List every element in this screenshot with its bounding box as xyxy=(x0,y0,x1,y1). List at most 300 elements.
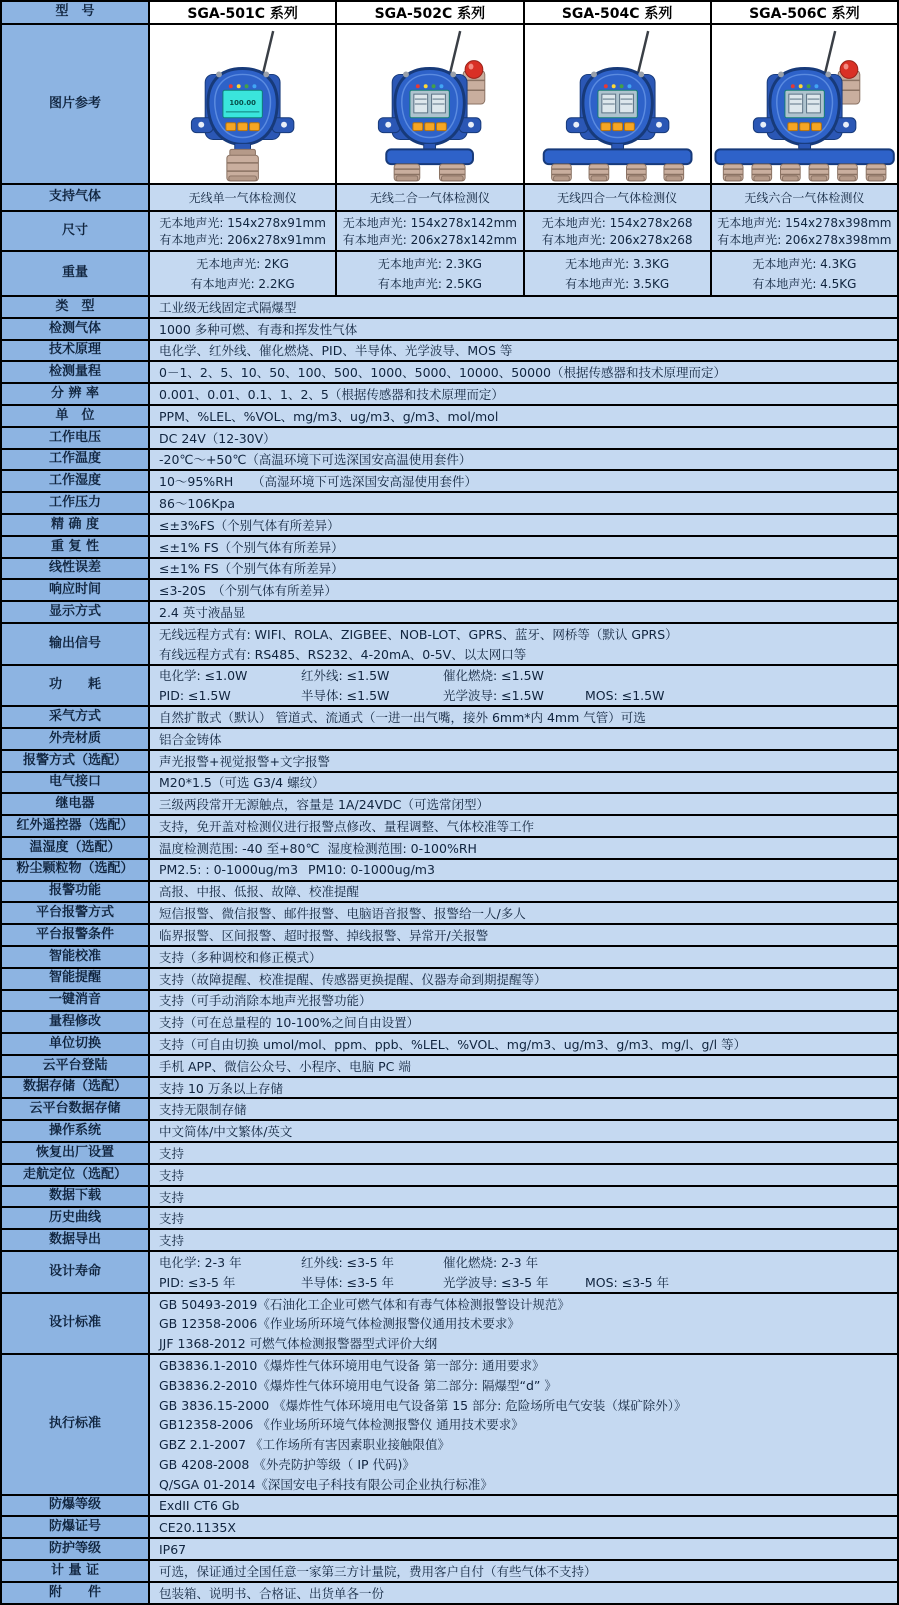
spec-row xyxy=(2,1583,897,1603)
row-value-segment: 支持（可手动消除本地声光报警功能） xyxy=(159,993,372,1009)
row-value-line xyxy=(159,319,897,339)
spec-row xyxy=(2,319,897,341)
row-value xyxy=(150,297,897,317)
row-label: 恢复出厂设置 xyxy=(2,1143,150,1163)
row-value-segment: ≤±1% FS（个别气体有所差异） xyxy=(159,561,344,577)
row-value xyxy=(150,1121,897,1141)
row-value xyxy=(150,406,897,426)
row-label: 尺寸 xyxy=(2,212,150,250)
row-value xyxy=(150,1517,897,1537)
grid-cell xyxy=(337,212,524,250)
spec-row xyxy=(2,729,897,751)
grid-cell-line: 有本地声光: 2.5KG xyxy=(377,276,482,291)
row-value xyxy=(150,1355,897,1494)
row-value xyxy=(150,1252,897,1292)
model-column-header: SGA-506C 系列 xyxy=(712,2,897,23)
grid-cell xyxy=(712,185,897,210)
model-column-header: SGA-501C 系列 xyxy=(150,2,337,23)
row-value-segment: 半导体: ≤3-5 年 xyxy=(301,1274,395,1290)
row-value-line xyxy=(159,773,897,793)
row-value-segment: GB 12358-2006《作业场所环境气体检测报警仪通用技术要求》 xyxy=(159,1316,520,1332)
sensor-probe xyxy=(440,164,466,181)
row-value-line xyxy=(159,297,897,317)
row-value-line xyxy=(159,1395,897,1415)
sensor-probe xyxy=(589,164,609,181)
row-value-line xyxy=(159,493,897,513)
row-value xyxy=(150,1208,897,1228)
row-value xyxy=(150,882,897,902)
row-value-segment: 可选，保证通过全国任意一家第三方计量院，费用客户自付（有些气体不支持） xyxy=(159,1563,597,1579)
grid-cell-line: 无本地声光: 4.3KG xyxy=(752,257,857,272)
spec-row xyxy=(2,1561,897,1583)
row-value-segment: GB12358-2006 《作业场所环境气体检测报警仪 通用技术要求》 xyxy=(159,1417,524,1433)
spec-row xyxy=(2,1539,897,1561)
row-label: 云平台登陆 xyxy=(2,1056,150,1076)
row-value-segment: 支持 xyxy=(159,1233,185,1249)
sensor-probe xyxy=(723,164,743,181)
row-label: 单 位 xyxy=(2,406,150,426)
row-value-line xyxy=(159,515,897,535)
row-label: 数据导出 xyxy=(2,1230,150,1250)
grid-cell xyxy=(525,185,712,210)
grid-cell-line: 无线单一气体检测仪 xyxy=(188,191,297,205)
row-value-line xyxy=(159,1496,897,1516)
spec-row xyxy=(2,1187,897,1209)
grid-cell xyxy=(525,212,712,250)
row-label: 工作温度 xyxy=(2,450,150,470)
bolt xyxy=(591,71,597,77)
row-value-segment: 红外线: ≤3-5 年 xyxy=(301,1254,395,1270)
row-value-segment: ≤±3%FS（个别气体有所差异） xyxy=(159,517,340,533)
row-label: 平台报警方式 xyxy=(2,903,150,923)
row-value-segment: 2.4 英寸液晶显 xyxy=(159,605,246,621)
spec-row xyxy=(2,1099,897,1121)
row-label: 附 件 xyxy=(2,1583,150,1603)
sensor-probe xyxy=(663,164,683,181)
row-value-line xyxy=(159,991,897,1011)
row-value xyxy=(150,384,897,404)
row-value-segment: 铝合金铸体 xyxy=(159,731,222,747)
row-value-segment: 无线远程方式有: WIFI、ROLA、ZIGBEE、NOB-LOT、GPRS、蓝牙、网桥等（默认 GPRS） xyxy=(159,626,678,642)
row-value-line xyxy=(159,816,897,836)
row-value xyxy=(150,991,897,1011)
product-image-cell xyxy=(712,25,897,183)
row-value-segment: 声光报警+视觉报警+文字报警 xyxy=(159,753,330,769)
row-value xyxy=(150,838,897,858)
row-value-segment: 温度检测范围: -40 至+80℃ 湿度检测范围: 0-100%RH xyxy=(159,840,477,856)
row-value-segment: GB 50493-2019《石油化工企业可燃气体和有毒气体检测报警设计规范》 xyxy=(159,1296,570,1312)
row-value xyxy=(150,515,897,535)
spec-row xyxy=(2,428,897,450)
row-value-segment: 支持（故障提醒、校准提醒、传感器更换提醒、仪器寿命到期提醒等） xyxy=(159,971,547,987)
bolt xyxy=(403,71,409,77)
row-value-segment: 支持，免开盖对检测仪进行报警点修改、量程调整、气体校准等工作 xyxy=(159,819,535,835)
row-value-segment: 支持 xyxy=(159,1167,185,1183)
row-value-line xyxy=(159,406,897,426)
sensor-probe xyxy=(626,164,646,181)
spec-row xyxy=(2,1121,897,1143)
spec-row xyxy=(2,450,897,472)
row-value-line xyxy=(159,1272,897,1292)
row-label: 重 复 性 xyxy=(2,537,150,557)
row-value-segment: PM2.5: : 0-1000ug/m3 xyxy=(159,862,299,878)
bolt xyxy=(263,71,269,77)
spec-row xyxy=(2,471,897,493)
row-label: 功 耗 xyxy=(2,666,150,706)
row-value-segment: 支持 10 万条以上存储 xyxy=(159,1080,283,1096)
spec-row xyxy=(2,816,897,838)
row-value-line xyxy=(159,1313,897,1333)
row-value-segment: 86～106Kpa xyxy=(159,496,236,512)
row-value-segment: DC 24V（12-30V） xyxy=(159,430,276,446)
row-value xyxy=(150,341,897,361)
product-image-cell xyxy=(150,25,337,183)
product-image-cell xyxy=(525,25,712,183)
row-value-line xyxy=(159,537,897,557)
row-value-line xyxy=(159,1121,897,1141)
sensor-manifold xyxy=(543,149,691,164)
row-value-line xyxy=(159,1012,897,1032)
sensor-probe xyxy=(837,164,857,181)
row-label: 数据下载 xyxy=(2,1187,150,1207)
grid-cell-line: 有本地声光: 206x278x398mm xyxy=(717,233,892,247)
row-value-segment: JJF 1368-2012 可燃气体检测报警器型式评价大纲 xyxy=(159,1336,438,1352)
grid-cell-line: 有本地声光: 206x278x268 xyxy=(541,233,693,247)
row-value-segment: GBZ 2.1-2007 《工作场所有害因素职业接触限值》 xyxy=(159,1437,450,1453)
spec-row xyxy=(2,1517,897,1539)
row-value xyxy=(150,493,897,513)
row-value-segment: 工业级无线固定式隔爆型 xyxy=(159,299,297,315)
spec-row xyxy=(2,1294,897,1355)
row-value-segment: 支持 xyxy=(159,1211,185,1227)
row-value-line xyxy=(159,1208,897,1228)
product-image xyxy=(525,25,710,183)
row-label: 输出信号 xyxy=(2,624,150,664)
sensor-probe xyxy=(227,155,259,181)
row-value-line xyxy=(159,341,897,361)
row-value-line xyxy=(159,1294,897,1314)
row-value xyxy=(150,794,897,814)
row-value-segment: PPM、%LEL、%VOL、mg/m3、ug/m3、g/m3、mol/mol xyxy=(159,408,499,424)
row-value-segment: 三级两段常开无源触点，容量是 1A/24VDC（可选常闭型） xyxy=(159,797,489,813)
device-screen xyxy=(597,90,636,118)
row-label: 继电器 xyxy=(2,794,150,814)
row-value-line xyxy=(159,969,897,989)
row-value xyxy=(150,816,897,836)
sensor-probe xyxy=(551,164,571,181)
row-label: 粉尘颗粒物（选配） xyxy=(2,860,150,880)
spec-row xyxy=(2,602,897,624)
row-label: 支持气体 xyxy=(2,185,150,210)
row-value-line xyxy=(159,1434,897,1454)
row-value-line xyxy=(159,1056,897,1076)
spec-row xyxy=(2,1078,897,1100)
spec-row xyxy=(2,1230,897,1252)
row-value xyxy=(150,925,897,945)
row-value-segment: ≤±1% FS（个别气体有所差异） xyxy=(159,539,344,555)
spec-row xyxy=(2,925,897,947)
row-value-segment: 支持无限制存储 xyxy=(159,1102,247,1118)
row-value xyxy=(150,362,897,382)
spec-row xyxy=(2,666,897,708)
row-label: 计 量 证 xyxy=(2,1561,150,1581)
row-value xyxy=(150,471,897,491)
row-label-image: 图片参考 xyxy=(2,25,150,183)
row-value xyxy=(150,319,897,339)
row-value-line xyxy=(159,838,897,858)
sensor-manifold xyxy=(387,149,474,164)
row-value-segment: GB 4208-2008 《外壳防护等级（ IP 代码)》 xyxy=(159,1456,415,1472)
row-value-segment: 支持（多种调校和修正模式） xyxy=(159,949,322,965)
row-value xyxy=(150,537,897,557)
row-label: 报警方式（选配） xyxy=(2,751,150,771)
row-value-line xyxy=(159,1165,897,1185)
row-label: 分 辨 率 xyxy=(2,384,150,404)
row-value-line xyxy=(159,1099,897,1119)
row-value-line xyxy=(159,1333,897,1353)
spec-row xyxy=(2,515,897,537)
row-value-segment: MOS: ≤3-5 年 xyxy=(585,1274,670,1290)
row-label: 设计寿命 xyxy=(2,1252,150,1292)
row-label: 防爆证号 xyxy=(2,1517,150,1537)
row-value-line xyxy=(159,1034,897,1054)
row-value-line xyxy=(159,428,897,448)
sensor-probe xyxy=(780,164,800,181)
spec-row xyxy=(2,1496,897,1518)
row-value xyxy=(150,1034,897,1054)
row-value-line xyxy=(159,707,897,727)
spec-row xyxy=(2,1056,897,1078)
grid-cell xyxy=(337,185,524,210)
row-value-segment: 催化燃烧: 2-3 年 xyxy=(443,1254,539,1270)
row-value-segment: 临界报警、区间报警、超时报警、掉线报警、异常开/关报警 xyxy=(159,928,489,943)
grid-cell-line: 无本地声光: 154x278x268 xyxy=(541,216,693,230)
row-value-segment: 自然扩散式（默认） 管道式、流通式（一进一出气嘴，接外 6mm*内 4mm 气管）可选 xyxy=(159,710,646,726)
spec-row xyxy=(2,707,897,729)
spec-row xyxy=(2,882,897,904)
row-label: 红外遥控器（选配） xyxy=(2,816,150,836)
row-label: 采气方式 xyxy=(2,707,150,727)
row-value-segment: GB3836.2-2010《爆炸性气体环境用电气设备 第二部分: 隔爆型“d” 》 xyxy=(159,1377,557,1393)
row-label: 显示方式 xyxy=(2,602,150,622)
row-value xyxy=(150,947,897,967)
row-value-segment: 半导体: ≤1.5W xyxy=(301,688,390,704)
spec-row xyxy=(2,1143,897,1165)
row-value xyxy=(150,773,897,793)
row-value xyxy=(150,751,897,771)
row-value-segment: 0－1、2、5、10、50、100、500、1000、5000、10000、50000（根据传感器和技术原理而定） xyxy=(159,365,726,381)
row-value-line xyxy=(159,729,897,749)
row-value-segment: 光学波导: ≤3-5 年 xyxy=(443,1274,549,1290)
header-row xyxy=(2,2,897,25)
row-label: 检测气体 xyxy=(2,319,150,339)
row-value-segment: 短信报警、微信报警、邮件报警、电脑语音报警、报警给一人/多人 xyxy=(159,906,526,922)
row-value xyxy=(150,860,897,880)
row-label: 响应时间 xyxy=(2,580,150,600)
row-value xyxy=(150,1056,897,1076)
grid-cell-line: 有本地声光: 206x278x91mm xyxy=(159,233,326,247)
image-row xyxy=(2,25,897,185)
spec-row xyxy=(2,1165,897,1187)
bolt xyxy=(451,71,457,77)
row-value-segment: 光学波导: ≤1.5W xyxy=(443,688,544,704)
row-value-segment: 支持（可自由切换 umol/mol、ppm、ppb、%LEL、%VOL、mg/m3、ug/m3、g/m3、mg/l、g/l 等） xyxy=(159,1036,747,1052)
row-value-line xyxy=(159,1375,897,1395)
grid-cell xyxy=(712,252,897,295)
spec-row xyxy=(2,991,897,1013)
row-label: 量程修改 xyxy=(2,1012,150,1032)
row-value-segment: 电化学: ≤1.0W xyxy=(159,668,248,684)
spec-row xyxy=(2,384,897,406)
row-label: 工作电压 xyxy=(2,428,150,448)
row-value-line xyxy=(159,644,897,664)
sensor-probe xyxy=(394,164,420,181)
model-column-header: SGA-502C 系列 xyxy=(337,2,524,23)
row-label: 历史曲线 xyxy=(2,1208,150,1228)
row-value xyxy=(150,1496,897,1516)
row-value-segment: 支持 xyxy=(159,1145,185,1161)
grid-cell-line: 无本地声光: 3.3KG xyxy=(565,257,670,272)
row-label: 报警功能 xyxy=(2,882,150,902)
row-label: 一键消音 xyxy=(2,991,150,1011)
row-value-line xyxy=(159,1561,897,1581)
row-value xyxy=(150,1099,897,1119)
spec-row xyxy=(2,860,897,882)
spec-row xyxy=(2,773,897,795)
row-value-line xyxy=(159,751,897,771)
row-value-line xyxy=(159,1143,897,1163)
row-value-segment: PID: ≤1.5W xyxy=(159,687,231,703)
row-value xyxy=(150,1143,897,1163)
row-value-segment: 0.001、0.01、0.1、1、2、5（根据传感器和技术原理而定） xyxy=(159,387,504,403)
row-label: 外壳材质 xyxy=(2,729,150,749)
row-value xyxy=(150,707,897,727)
product-image xyxy=(150,25,335,183)
row-value-segment: 10～95%RH （高湿环境下可选深国安高湿使用套件） xyxy=(159,474,478,490)
grid-cell-line: 有本地声光: 3.5KG xyxy=(565,276,670,291)
row-label: 操作系统 xyxy=(2,1121,150,1141)
row-value xyxy=(150,1294,897,1353)
grid-cell-line: 无本地声光: 154x278x91mm xyxy=(159,216,326,230)
device-screen xyxy=(410,90,449,118)
spec-row xyxy=(2,1208,897,1230)
row-value-line xyxy=(159,882,897,902)
row-value-line xyxy=(159,602,897,622)
row-value-line xyxy=(159,903,897,923)
row-value-line xyxy=(159,559,897,579)
row-label: 精 确 度 xyxy=(2,515,150,535)
row-value-line xyxy=(159,1355,897,1375)
row-value-segment: 电化学、红外线、催化燃烧、PID、半导体、光学波导、MOS 等 xyxy=(159,343,513,359)
row-value-line xyxy=(159,1454,897,1474)
product-image xyxy=(712,25,897,183)
row-value xyxy=(150,1539,897,1559)
multi-row xyxy=(2,212,897,252)
grid-cell-line: 无线二合一气体检测仪 xyxy=(369,191,490,205)
row-value-line xyxy=(159,384,897,404)
row-value-line xyxy=(159,860,897,880)
bolt xyxy=(216,71,222,77)
product-image xyxy=(337,25,522,183)
row-value-segment: CE20.1135X xyxy=(159,1519,236,1535)
row-value-line xyxy=(159,794,897,814)
row-label-model: 型 号 xyxy=(2,2,150,23)
row-label: 设计标准 xyxy=(2,1294,150,1353)
row-value-segment: 中文简体/中文繁体/英文 xyxy=(159,1124,293,1140)
spec-row xyxy=(2,537,897,559)
row-value xyxy=(150,1561,897,1581)
row-value xyxy=(150,580,897,600)
device-buttons xyxy=(413,123,447,131)
spec-rows-container xyxy=(2,185,897,1603)
row-value-segment: PM10: 0-1000ug/m3 xyxy=(308,862,435,878)
row-value-segment: 包装箱、说明书、合格证、出货单各一份 xyxy=(159,1585,385,1601)
row-value xyxy=(150,1187,897,1207)
spec-row xyxy=(2,559,897,581)
grid-cell-line: 无线四合一气体检测仪 xyxy=(557,191,678,205)
row-value-segment: -20℃～+50℃（高温环境下可选深国安高温使用套件） xyxy=(159,452,472,468)
row-value-line xyxy=(159,1230,897,1250)
spec-row xyxy=(2,624,897,666)
device-screen xyxy=(223,90,262,118)
row-label: 云平台数据存储 xyxy=(2,1099,150,1119)
row-label: 电气接口 xyxy=(2,773,150,793)
row-value-segment: PID: ≤3-5 年 xyxy=(159,1274,236,1290)
product-image-cell xyxy=(337,25,524,183)
bolt xyxy=(778,71,784,77)
row-value xyxy=(150,1583,897,1603)
row-value-line xyxy=(159,1583,897,1603)
grid-cell-line: 无本地声光: 2KG xyxy=(196,257,289,272)
grid-cell-line: 无本地声光: 2.3KG xyxy=(377,257,482,272)
row-value-line xyxy=(159,1187,897,1207)
row-value xyxy=(150,450,897,470)
row-value-segment: 手机 APP、微信公众号、小程序、电脑 PC 端 xyxy=(159,1058,411,1074)
row-value-line xyxy=(159,1078,897,1098)
grid-cell-line: 有本地声光: 4.5KG xyxy=(752,276,857,291)
spec-row xyxy=(2,1252,897,1294)
row-value-segment: 电化学: 2-3 年 xyxy=(159,1254,242,1270)
row-label: 重量 xyxy=(2,252,150,295)
row-value-line xyxy=(159,1517,897,1537)
spec-row xyxy=(2,1012,897,1034)
grid-cell xyxy=(337,252,524,295)
row-label: 走航定位（选配） xyxy=(2,1165,150,1185)
device-screen xyxy=(785,90,824,118)
spec-row xyxy=(2,406,897,428)
spec-row xyxy=(2,341,897,363)
row-value xyxy=(150,559,897,579)
spec-row xyxy=(2,794,897,816)
sensor-probe xyxy=(752,164,772,181)
bolt xyxy=(638,71,644,77)
row-label: 数据存储（选配） xyxy=(2,1078,150,1098)
row-label: 单位切换 xyxy=(2,1034,150,1054)
row-label: 温湿度（选配） xyxy=(2,838,150,858)
spec-row xyxy=(2,1355,897,1496)
sensor-manifold xyxy=(715,149,893,164)
row-value-line xyxy=(159,1414,897,1434)
row-value-line xyxy=(159,685,897,705)
row-value-line xyxy=(159,1539,897,1559)
grid-cell-line: 有本地声光: 2.2KG xyxy=(190,276,295,291)
row-value xyxy=(150,602,897,622)
row-label: 技术原理 xyxy=(2,341,150,361)
spec-row xyxy=(2,297,897,319)
spec-row xyxy=(2,969,897,991)
row-value xyxy=(150,624,897,664)
spec-row xyxy=(2,903,897,925)
